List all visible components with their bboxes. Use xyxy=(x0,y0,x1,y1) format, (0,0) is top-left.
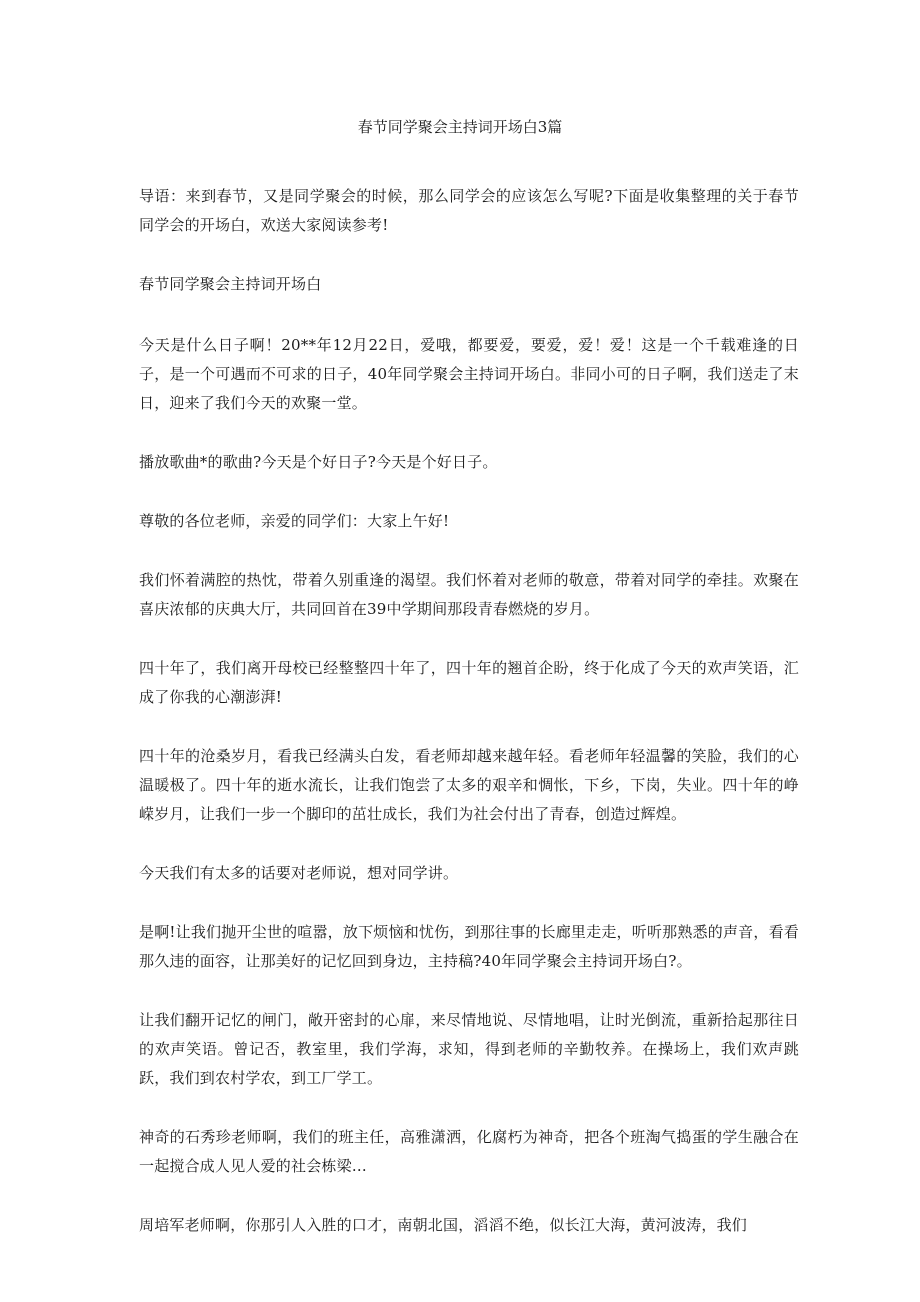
body-paragraph: 是啊!让我们抛开尘世的喧嚣，放下烦恼和忧伤，到那往事的长廊里走走，听听那熟悉的声音，看看那久违的面容，让那美好的记忆回到身边，主持稿?40年同学聚会主持词开场白?。 xyxy=(139,923,799,970)
body-paragraph: 今天我们有太多的话要对老师说，想对同学讲。 xyxy=(139,864,459,882)
document-body xyxy=(139,182,799,1270)
body-paragraph: 四十年了，我们离开母校已经整整四十年了，四十年的翘首企盼，终于化成了今天的欢声笑语，汇成了你我的心潮澎湃! xyxy=(139,659,799,706)
body-paragraph: 我们怀着满腔的热忱，带着久别重逢的渴望。我们怀着对老师的敬意，带着对同学的牵挂。欢聚在喜庆浓郁的庆典大厅，共同回首在39中学期间那段青春燃烧的岁月。 xyxy=(139,571,799,618)
section-heading: 春节同学聚会主持词开场白 xyxy=(139,275,322,293)
body-paragraph: 尊敬的各位老师，亲爱的同学们：大家上午好! xyxy=(139,512,450,530)
body-paragraph: 四十年的沧桑岁月，看我已经满头白发，看老师却越来越年轻。看老师年轻温馨的笑脸，我们的心温暖极了。四十年的逝水流长，让我们饱尝了太多的艰辛和惆怅，下乡，下岗，失业。四十年的峥嵘岁月，让我们一步一个脚印的茁壮成长，我们为社会付出了青春，创造过辉煌。 xyxy=(139,747,799,823)
body-paragraph: 播放歌曲*的歌曲?今天是个好日子?今天是个好日子。 xyxy=(139,453,498,471)
intro-paragraph: 导语：来到春节，又是同学聚会的时候，那么同学会的应该怎么写呢?下面是收集整理的关于春节同学会的开场白，欢送大家阅读参考! xyxy=(139,187,799,234)
body-paragraph: 让我们翻开记忆的闸门，敞开密封的心扉，来尽情地说、尽情地唱，让时光倒流，重新拾起那往日的欢声笑语。曾记否，教室里，我们学海，求知，得到老师的辛勤牧养。在操场上，我们欢声跳跃，我们到农村学农，到工厂学工。 xyxy=(139,1011,799,1087)
body-paragraph: 神奇的石秀珍老师啊，我们的班主任，高雅潇洒，化腐朽为神奇，把各个班淘气捣蛋的学生融合在一起搅合成人见人爱的社会栋梁… xyxy=(139,1128,799,1175)
body-paragraph: 周培军老师啊，你那引人入胜的口才，南朝北国，滔滔不绝，似长江大海，黄河波涛，我们 xyxy=(139,1216,748,1234)
body-paragraph: 今天是什么日子啊！20**年12月22日，爱哦，都要爱，要爱，爱！爱！这是一个千载难逢的日子，是一个可遇而不可求的日子，40年同学聚会主持词开场白。非同小可的日子啊，我们送走了末日，迎来了我们今天的欢聚一堂。 xyxy=(139,336,799,412)
document-title: 春节同学聚会主持词开场白3篇 xyxy=(357,118,563,136)
